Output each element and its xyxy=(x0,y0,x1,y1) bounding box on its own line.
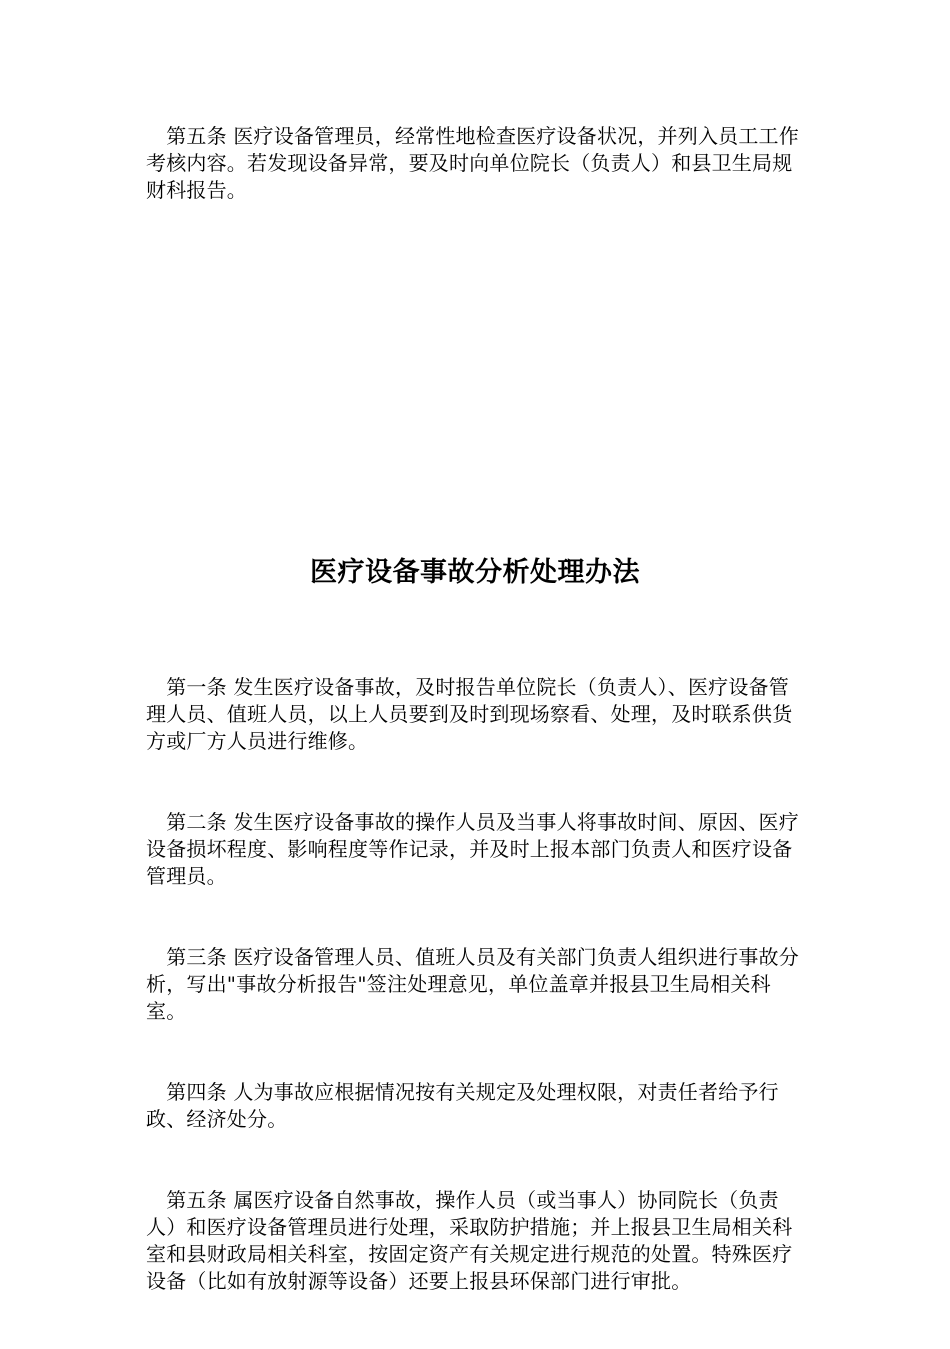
article-three: 第三条 医疗设备管理人员、值班人员及有关部门负责人组织进行事故分析，写出"事故分析报告"签注处理意见，单位盖章并报县卫生局相关科室。 xyxy=(146,945,799,1023)
article-two: 第二条 发生医疗设备事故的操作人员及当事人将事故时间、原因、医疗设备损坏程度、影响程度等作记录，并及时上报本部门负责人和医疗设备管理员。 xyxy=(146,810,799,888)
article-list xyxy=(146,620,806,1349)
article-four: 第四条 人为事故应根据情况按有关规定及处理权限，对责任者给予行政、经济处分。 xyxy=(146,1080,779,1131)
article-five: 第五条 属医疗设备自然事故，操作人员（或当事人）协同院长（负责人）和医疗设备管理员进行处理，采取防护措施；并上报县卫生局相关科室和县财政局相关科室，按固定资产有关规定进行规范的处置。特殊医疗设备（比如有放射源等设备）还要上报县环保部门进行审批。 xyxy=(146,1188,793,1293)
section-title: 医疗设备事故分析处理办法 xyxy=(310,557,640,588)
article-one: 第一条 发生医疗设备事故，及时报告单位院长（负责人）、医疗设备管理人员、值班人员，以上人员要到及时到现场察看、处理，及时联系供货方或厂方人员进行维修。 xyxy=(146,675,793,753)
top-article-five: 第五条 医疗设备管理员，经常性地检查医疗设备状况，并列入员工工作考核内容。若发现设备异常，要及时向单位院长（负责人）和县卫生局规财科报告。 xyxy=(146,124,799,202)
